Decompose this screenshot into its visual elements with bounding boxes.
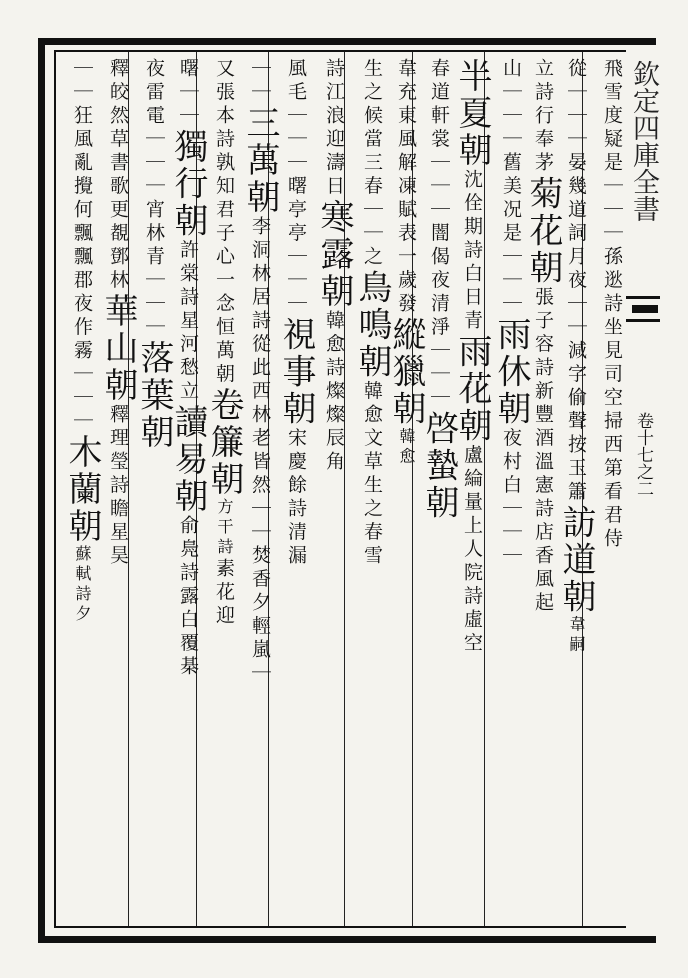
entry-heading: 半夏朝 bbox=[452, 58, 492, 169]
text-column bbox=[62, 58, 102, 625]
entry-heading: 縱獵朝 bbox=[386, 316, 426, 428]
text-column bbox=[204, 58, 244, 629]
entry-heading: 雨花朝 bbox=[452, 333, 492, 445]
entry-text: 韓愈 bbox=[397, 427, 416, 468]
entry-heading: 鳥鳴朝 bbox=[352, 269, 392, 381]
entry-text: 詩江浪迎濤日 bbox=[323, 58, 345, 199]
entry-heading: 視事朝 bbox=[276, 316, 316, 428]
entry-text: 韓愈詩燦燦辰角 bbox=[323, 310, 345, 475]
entry-text: 蘇軾詩夕 bbox=[73, 545, 92, 625]
entry-text: 夜村白｜｜｜ bbox=[500, 427, 522, 569]
entry-text: 山｜｜｜ bbox=[500, 58, 522, 152]
entry-text: 生之候當三春｜｜之 bbox=[361, 58, 383, 270]
text-column bbox=[240, 58, 280, 686]
entry-text: 從｜｜｜晏幾道詞月夜｜｜減字偷聲按玉簫 bbox=[565, 58, 587, 505]
entry-heading: 木蘭朝 bbox=[62, 434, 102, 545]
entry-text: 釋皎然草書歌更覩鄧林 bbox=[107, 58, 129, 293]
entry-text: 立詩行奉茅 bbox=[532, 58, 554, 176]
entry-text: 夜雷電｜｜｜ bbox=[143, 58, 165, 199]
text-column bbox=[352, 58, 392, 569]
volume-label: 卷十七之二 bbox=[633, 412, 653, 497]
entry-text: 韋嗣 bbox=[567, 615, 586, 656]
entry-text: 俞鳧詩露白覆棊 bbox=[177, 515, 199, 680]
entry-heading: 華山朝 bbox=[98, 293, 138, 404]
entry-text: 張子容詩新豐酒溫憲詩店香風起 bbox=[532, 286, 554, 616]
entry-text: 宵林青｜｜｜ bbox=[143, 199, 165, 340]
entry-text: 方干詩 bbox=[215, 498, 234, 558]
text-column bbox=[276, 58, 316, 569]
entry-text: 舊美况是｜｜｜ bbox=[500, 152, 522, 317]
entry-text: 風毛｜｜｜ bbox=[285, 58, 307, 176]
entry-text: 李洞林居詩從此西林老皆然｜｜ bbox=[249, 216, 271, 545]
entry-heading: 讀易朝 bbox=[168, 404, 208, 515]
entry-text: 曙｜｜ bbox=[177, 58, 199, 129]
entry-heading: 啓蟄朝 bbox=[419, 410, 459, 522]
text-column bbox=[386, 58, 426, 468]
entry-heading: 菊花朝 bbox=[523, 175, 563, 287]
entry-text: 曙亭亭｜｜｜ bbox=[285, 175, 307, 317]
entry-text: 沈佺期詩白日青 bbox=[461, 169, 483, 334]
text-column bbox=[134, 58, 174, 451]
entry-heading: 訪道朝 bbox=[556, 504, 596, 616]
entry-text: 韓愈文草生之 bbox=[361, 380, 383, 522]
text-column bbox=[314, 58, 354, 475]
entry-text: 飛雪度疑是｜｜｜孫逖詩坐見司空掃西第看君侍 bbox=[601, 58, 623, 552]
entry-text: 盧綸量上人院詩虛空 bbox=[461, 444, 483, 656]
book-title: 欽定四庫全書 bbox=[628, 60, 659, 222]
entry-heading: 卷簾朝 bbox=[204, 387, 244, 498]
entry-text: 素花迎 bbox=[213, 558, 235, 629]
entry-text: 闇偈夜清淨｜｜｜ bbox=[428, 222, 450, 411]
text-column bbox=[592, 58, 632, 552]
entry-text: 焚香夕輕嵐｜ bbox=[249, 545, 271, 686]
entry-heading: 獨行朝 bbox=[168, 128, 208, 240]
text-column bbox=[98, 58, 138, 569]
entry-heading: 三萬朝 bbox=[240, 105, 280, 216]
entry-text: ｜｜ bbox=[249, 58, 271, 105]
entry-text: 宋慶餘詩清漏 bbox=[285, 427, 307, 569]
entry-heading: 雨休朝 bbox=[491, 316, 531, 428]
entry-text: 郡夜作霧｜｜｜ bbox=[71, 269, 93, 434]
entry-text: 韋充東風解凍賦表一歲發 bbox=[395, 58, 417, 317]
entry-text: 釋理瑩詩瞻星昊 bbox=[107, 404, 129, 569]
entry-heading: 寒露朝 bbox=[314, 199, 354, 310]
entry-text: ｜｜狂風亂攪何飄飄 bbox=[71, 58, 93, 270]
entry-text: 春道軒裳｜｜｜ bbox=[428, 58, 450, 223]
entry-text: 許棠詩星河愁立 bbox=[177, 239, 199, 404]
text-column bbox=[168, 58, 208, 680]
entry-text: 春雪 bbox=[361, 521, 383, 569]
entry-text: 又張本詩孰知君子心一念恒萬朝 bbox=[213, 58, 235, 387]
text-column bbox=[491, 58, 531, 569]
entry-heading: 落葉朝 bbox=[134, 340, 174, 451]
